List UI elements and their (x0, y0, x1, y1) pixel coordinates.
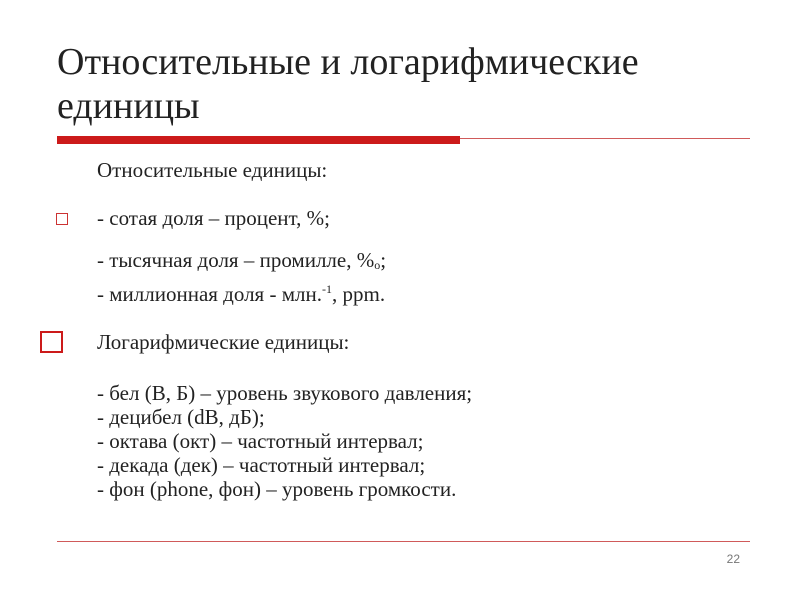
logarithmic-units-heading: Логарифмические единицы: (97, 330, 350, 354)
permille-line (97, 248, 386, 277)
list-item-octave: - октава (окт) – частотный интервал; (97, 429, 424, 453)
list-item-bel: - бел (В, Б) – уровень звукового давления; (97, 381, 473, 405)
title-underline-thin (460, 138, 750, 139)
permille-end: ; (380, 248, 387, 272)
relative-units-list (97, 248, 386, 306)
list-item-phon: - фон (phone, фон) – уровень громкости. (97, 477, 457, 501)
slide-title-line-1: Относительные и логарифмические (57, 41, 639, 83)
ppm-end: , ppm. (331, 282, 386, 306)
square-bullet-icon (56, 213, 68, 225)
permille-subscript: o (374, 258, 381, 272)
ppm-text: - миллионная доля - млн. (97, 282, 322, 306)
slide-title (57, 40, 757, 128)
title-underline-thick (57, 136, 460, 144)
footer-divider (57, 541, 750, 542)
slide-title-line-2: единицы (57, 85, 200, 127)
relative-units-heading: Относительные единицы: (97, 158, 328, 182)
list-item-decade: - декада (дек) – частотный интервал; (97, 453, 426, 477)
permille-text: - тысячная доля – промилле, % (97, 248, 375, 272)
square-bullet-large-icon (40, 331, 63, 353)
page-number: 22 (726, 552, 740, 566)
percent-line: - сотая доля – процент, %; (97, 206, 330, 230)
relative-units-percent-block (97, 206, 330, 230)
ppm-line (97, 277, 386, 306)
list-item-decibel: - децибел (dB, дБ); (97, 405, 265, 429)
logarithmic-units-list (97, 381, 472, 501)
ppm-superscript: -1 (321, 282, 332, 296)
